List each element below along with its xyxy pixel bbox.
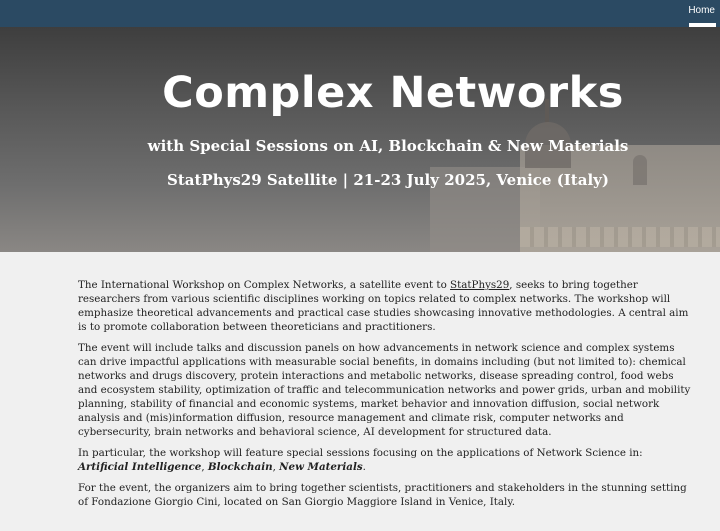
event-dates: StatPhys29 Satellite | 21-23 July 2025, Venice (Italy) — [167, 171, 609, 189]
session-ai: Artificial Intelligence — [78, 461, 202, 473]
intro-text-a: The International Workshop on Complex Networks, a satellite event to — [78, 279, 451, 291]
sessions-end: . — [362, 461, 366, 473]
statphys29-link[interactable]: StatPhys29 — [450, 279, 510, 291]
venue-paragraph: For the event, the organizers aim to bring together scientists, practitioners and stakeholders in the stunning setting of Fondazione Giorgio Cini, located on San Giorgio Maggiore Island in Venice, Italy. — [78, 482, 687, 508]
page-subtitle: with Special Sessions on AI, Blockchain & New Materials — [147, 137, 629, 155]
sessions-sep-1: , — [201, 461, 208, 473]
intro-text-b: , seeks to bring together researchers from various scientific disciplines working on topics related to complex networks. The workshop will emphasize theoretical advancements and practical case studies showcasing innovative methodologies. A central aim is to promote collaboration between theoreticians and practitioners. — [78, 279, 689, 333]
top-navbar — [0, 0, 720, 27]
special-sessions-paragraph — [78, 446, 694, 474]
hero-arches — [520, 227, 720, 247]
topics-paragraph: The event will include talks and discussion panels on how advancements in network science and complex systems can drive impactful applications with measurable social benefits, in domains including (but not limited to): chemical networks and drugs discovery, protein interactions and metabolic networks, disease spreading control, food webs and ecosystem stability, optimization of traffic and telecommunication networks and power grids, urban and mobility planning, stability of financial and economic systems, market behavior and innovation diffusion, social network analysis and (mis)information diffusion, resource management and climate risk, computer networks and cybersecurity, brain networks and behavioral science, AI development for structured data. — [78, 342, 691, 438]
session-blockchain: Blockchain — [207, 461, 273, 473]
session-new-materials: New Materials — [279, 461, 363, 473]
sessions-sep-2: , — [272, 461, 280, 473]
nav-home-link[interactable]: Home — [688, 5, 715, 16]
main-content — [78, 278, 694, 516]
intro-paragraph — [78, 278, 694, 334]
sessions-text: In particular, the workshop will feature special sessions focusing on the applications of Network Science in: — [78, 447, 643, 459]
page-title: Complex Networks — [162, 68, 624, 118]
